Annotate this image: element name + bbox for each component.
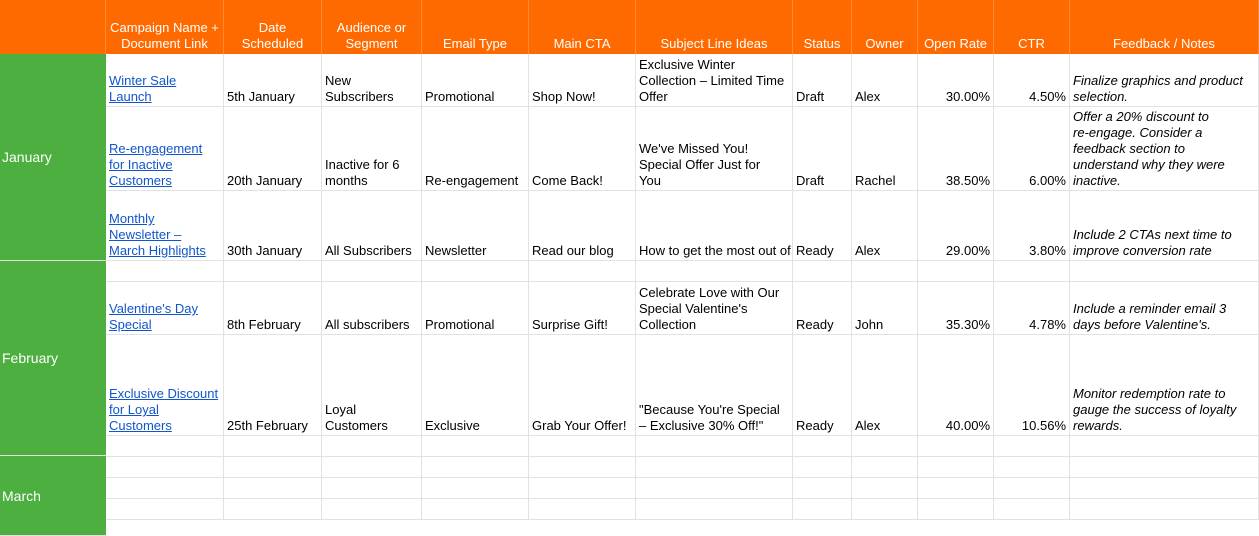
cell-ctr[interactable] (994, 261, 1070, 282)
cell-status[interactable] (793, 107, 852, 191)
cell-ctr[interactable] (994, 191, 1070, 261)
cell-subject[interactable] (636, 478, 793, 499)
ctr-text: 4.50% (1029, 89, 1066, 104)
header-status[interactable] (793, 0, 852, 54)
cell-subject[interactable] (636, 436, 793, 457)
cell-audience[interactable] (322, 499, 422, 520)
cell-open-rate[interactable] (918, 191, 994, 261)
audience-text: All Subscribers (325, 243, 412, 258)
audience-text: New Subscribers (325, 73, 394, 104)
cell-ctr[interactable] (994, 499, 1070, 520)
month-label: February (2, 350, 59, 366)
cell-type[interactable] (422, 436, 529, 457)
ctr-text: 3.80% (1029, 243, 1066, 258)
type-text: Re-engagement (425, 173, 519, 188)
cell-date[interactable] (224, 335, 322, 436)
audience-text: Loyal Customers (325, 402, 388, 433)
cell-open-rate[interactable] (918, 54, 994, 107)
cell-campaign[interactable] (106, 261, 224, 282)
cell-notes[interactable] (1070, 499, 1259, 520)
owner-text: Rachel (855, 173, 896, 188)
campaign-link[interactable]: Re-engagement for Inactive Customers (109, 141, 203, 188)
audience-text: All subscribers (325, 317, 410, 332)
month-label: March (2, 487, 41, 504)
cell-open-rate[interactable] (918, 478, 994, 499)
audience-text: Inactive for 6 months (325, 157, 400, 188)
cell-cta[interactable] (529, 261, 636, 282)
status-text: Draft (796, 173, 825, 188)
cell-audience[interactable] (322, 282, 422, 335)
status-text: Draft (796, 89, 825, 104)
cell-owner[interactable] (852, 457, 918, 478)
cell-open-rate[interactable] (918, 261, 994, 282)
owner-text: Alex (855, 89, 881, 104)
cell-type[interactable] (422, 107, 529, 191)
cell-date[interactable] (224, 436, 322, 457)
cell-cta[interactable] (529, 457, 636, 478)
header-audience[interactable] (322, 0, 422, 54)
cell-campaign[interactable] (106, 54, 224, 107)
cell-status[interactable] (793, 261, 852, 282)
notes-text: Include a reminder email 3 days before Valentine's. (1073, 301, 1227, 332)
header-notes-label: Feedback / Notes (1113, 36, 1215, 51)
cell-campaign[interactable] (106, 478, 224, 499)
cell-type[interactable] (422, 499, 529, 520)
cell-notes[interactable] (1070, 191, 1259, 261)
cell-campaign[interactable] (106, 191, 224, 261)
cell-type[interactable] (422, 478, 529, 499)
cell-campaign[interactable] (106, 335, 224, 436)
cell-audience[interactable] (322, 478, 422, 499)
cell-campaign[interactable] (106, 107, 224, 191)
subject-text: Exclusive Winter Collection – Limited Time Offer (639, 57, 785, 104)
cell-subject[interactable] (636, 457, 793, 478)
cell-type[interactable] (422, 261, 529, 282)
cell-campaign[interactable] (106, 436, 224, 457)
subject-text: How to get the most out of (639, 243, 791, 258)
cell-audience[interactable] (322, 436, 422, 457)
cell-owner[interactable] (852, 499, 918, 520)
open-rate-text: 40.00% (945, 418, 990, 433)
notes-text: Finalize graphics and product selection. (1073, 73, 1243, 104)
cell-owner[interactable] (852, 478, 918, 499)
cell-status[interactable] (793, 282, 852, 335)
cell-date[interactable] (224, 457, 322, 478)
header-audience-label: Audience or Segment (336, 20, 407, 51)
header-owner[interactable] (852, 0, 918, 54)
cell-status[interactable] (793, 499, 852, 520)
cell-owner[interactable] (852, 335, 918, 436)
cell-status[interactable] (793, 478, 852, 499)
cell-date[interactable] (224, 282, 322, 335)
cell-notes[interactable] (1070, 54, 1259, 107)
header-ctr-label: CTR (1018, 36, 1045, 51)
cell-open-rate[interactable] (918, 107, 994, 191)
cell-date[interactable] (224, 261, 322, 282)
cell-open-rate[interactable] (918, 335, 994, 436)
open-rate-text: 35.30% (945, 317, 990, 332)
cell-ctr[interactable] (994, 107, 1070, 191)
cell-cta[interactable] (529, 282, 636, 335)
cell-status[interactable] (793, 436, 852, 457)
header-main-cta-label: Main CTA (553, 36, 611, 51)
header-campaign-label: Campaign Name + Document Link (110, 20, 219, 51)
cell-cta[interactable] (529, 478, 636, 499)
cell-notes[interactable] (1070, 436, 1259, 457)
cell-notes[interactable] (1070, 261, 1259, 282)
status-text: Ready (796, 418, 834, 433)
cell-cta[interactable] (529, 107, 636, 191)
cell-ctr[interactable] (994, 54, 1070, 107)
date-text: 25th February (227, 418, 308, 433)
open-rate-text: 30.00% (945, 89, 990, 104)
owner-text: Alex (855, 418, 881, 433)
header-email-type-label: Email Type (442, 36, 508, 51)
date-text: 5th January (227, 89, 295, 104)
cell-notes[interactable] (1070, 282, 1259, 335)
cell-cta[interactable] (529, 499, 636, 520)
notes-text: Offer a 20% discount to re-engage. Consider a feedback section to understand why they were inactive. (1073, 109, 1225, 188)
cell-ctr[interactable] (994, 436, 1070, 457)
header-email-type[interactable] (422, 0, 529, 54)
cell-campaign[interactable] (106, 499, 224, 520)
cell-open-rate[interactable] (918, 282, 994, 335)
header-date-label: Date Scheduled (241, 20, 304, 51)
cell-owner[interactable] (852, 107, 918, 191)
cell-cta[interactable] (529, 436, 636, 457)
header-subject-label: Subject Line Ideas (660, 36, 768, 51)
type-text: Promotional (425, 89, 495, 104)
cell-open-rate[interactable] (918, 457, 994, 478)
owner-text: Alex (855, 243, 881, 258)
cell-audience[interactable] (322, 54, 422, 107)
cell-subject[interactable] (636, 191, 793, 261)
subject-text: We've Missed You! Special Offer Just for You (639, 141, 761, 188)
month-label: January (2, 149, 52, 165)
type-text: Promotional (425, 317, 495, 332)
cell-type[interactable] (422, 457, 529, 478)
cell-ctr[interactable] (994, 282, 1070, 335)
header-date[interactable] (224, 0, 322, 54)
header-status-label: Status (803, 36, 841, 51)
header-main-cta[interactable] (529, 0, 636, 54)
cell-status[interactable] (793, 457, 852, 478)
cell-open-rate[interactable] (918, 499, 994, 520)
header-ctr[interactable] (994, 0, 1070, 54)
cell-ctr[interactable] (994, 478, 1070, 499)
cell-notes[interactable] (1070, 107, 1259, 191)
cell-audience[interactable] (322, 261, 422, 282)
header-campaign[interactable] (106, 0, 224, 54)
ctr-text: 4.78% (1029, 317, 1066, 332)
status-text: Ready (796, 243, 834, 258)
cell-owner[interactable] (852, 282, 918, 335)
cell-audience[interactable] (322, 191, 422, 261)
cta-text: Shop Now! (532, 89, 596, 104)
cell-campaign[interactable] (106, 282, 224, 335)
cell-type[interactable] (422, 282, 529, 335)
month-march[interactable] (0, 456, 106, 536)
cell-open-rate[interactable] (918, 436, 994, 457)
cell-date[interactable] (224, 478, 322, 499)
cell-date[interactable] (224, 54, 322, 107)
cell-subject[interactable] (636, 261, 793, 282)
cell-ctr[interactable] (994, 335, 1070, 436)
cell-notes[interactable] (1070, 478, 1259, 499)
ctr-text: 10.56% (1021, 418, 1066, 433)
subject-text: Celebrate Love with Our Special Valentine's Collection (639, 285, 780, 332)
date-text: 20th January (227, 173, 303, 188)
header-owner-label: Owner (865, 36, 904, 51)
date-text: 8th February (227, 317, 301, 332)
campaign-link[interactable]: Valentine's Day Special (109, 301, 198, 332)
campaign-link[interactable]: Winter Sale Launch (109, 73, 177, 104)
cell-audience[interactable] (322, 335, 422, 436)
campaign-link[interactable]: Monthly Newsletter – March Highlights (109, 211, 206, 258)
cell-status[interactable] (793, 54, 852, 107)
subject-text: "Because You're Special – Exclusive 30% Off!" (639, 402, 780, 433)
date-text: 30th January (227, 243, 303, 258)
open-rate-text: 29.00% (945, 243, 990, 258)
cell-audience[interactable] (322, 457, 422, 478)
cell-subject[interactable] (636, 282, 793, 335)
header-notes[interactable] (1070, 0, 1259, 54)
cell-date[interactable] (224, 107, 322, 191)
cell-date[interactable] (224, 191, 322, 261)
owner-text: John (855, 317, 884, 332)
cta-text: Read our blog (532, 243, 614, 258)
header-month-corner[interactable] (0, 0, 106, 54)
cell-cta[interactable] (529, 54, 636, 107)
cell-owner[interactable] (852, 191, 918, 261)
cell-cta[interactable] (529, 335, 636, 436)
header-open-rate[interactable] (918, 0, 994, 54)
cell-status[interactable] (793, 191, 852, 261)
cell-ctr[interactable] (994, 457, 1070, 478)
cell-subject[interactable] (636, 107, 793, 191)
campaign-link[interactable]: Exclusive Discount for Loyal Customers (109, 386, 219, 433)
header-open-rate-label: Open Rate (924, 36, 987, 51)
cell-type[interactable] (422, 54, 529, 107)
cell-subject[interactable] (636, 54, 793, 107)
cell-subject[interactable] (636, 335, 793, 436)
cta-text: Grab Your Offer! (532, 418, 627, 433)
cell-type[interactable] (422, 335, 529, 436)
cell-type[interactable] (422, 191, 529, 261)
month-february[interactable] (0, 261, 106, 456)
cell-owner[interactable] (852, 261, 918, 282)
cell-status[interactable] (793, 335, 852, 436)
header-subject[interactable] (636, 0, 793, 54)
cell-owner[interactable] (852, 54, 918, 107)
cell-audience[interactable] (322, 107, 422, 191)
type-text: Newsletter (425, 243, 487, 258)
cell-notes[interactable] (1070, 335, 1259, 436)
notes-text: Monitor redemption rate to gauge the success of loyalty rewards. (1073, 386, 1237, 433)
cta-text: Come Back! (532, 173, 603, 188)
open-rate-text: 38.50% (945, 173, 990, 188)
notes-text: Include 2 CTAs next time to improve conversion rate (1073, 227, 1232, 258)
cell-notes[interactable] (1070, 457, 1259, 478)
month-january[interactable] (0, 54, 106, 261)
cell-campaign[interactable] (106, 457, 224, 478)
cell-owner[interactable] (852, 436, 918, 457)
status-text: Ready (796, 317, 834, 332)
type-text: Exclusive (425, 418, 480, 433)
cell-cta[interactable] (529, 191, 636, 261)
cell-date[interactable] (224, 499, 322, 520)
ctr-text: 6.00% (1029, 173, 1066, 188)
cta-text: Surprise Gift! (532, 317, 608, 332)
cell-subject[interactable] (636, 499, 793, 520)
